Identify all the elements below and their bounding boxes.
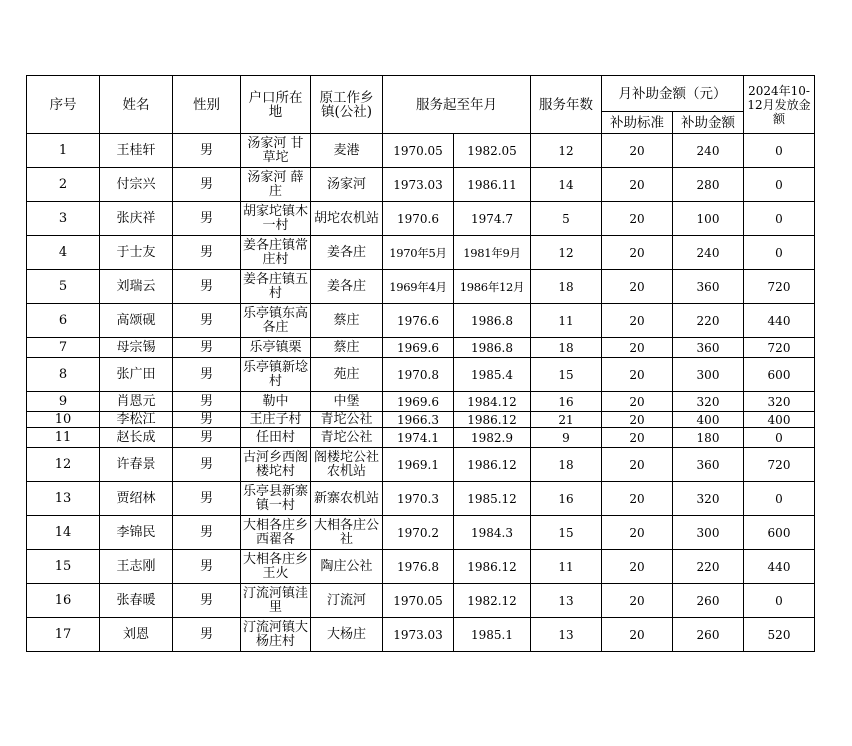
cell-subsidy-standard: 20: [602, 202, 673, 236]
cell-payment: 0: [744, 236, 815, 270]
cell-service-start: 1970.05: [383, 134, 454, 168]
cell-name: 赵长成: [100, 428, 173, 448]
cell-payment: 0: [744, 584, 815, 618]
cell-original-unit: 汤家河: [311, 168, 383, 202]
table-row: [27, 412, 815, 428]
cell-subsidy-amount: 180: [673, 428, 744, 448]
table-row: [27, 584, 815, 618]
cell-seq: 3: [27, 202, 100, 236]
cell-gender: 男: [173, 482, 241, 516]
cell-subsidy-standard: 20: [602, 618, 673, 652]
cell-seq: 2: [27, 168, 100, 202]
cell-payment: 0: [744, 428, 815, 448]
cell-original-unit: 姜各庄: [311, 236, 383, 270]
cell-name: 张庆祥: [100, 202, 173, 236]
table-row: [27, 516, 815, 550]
cell-name: 张春暖: [100, 584, 173, 618]
table-row: [27, 392, 815, 412]
cell-seq: 12: [27, 448, 100, 482]
header-service-years: 服务年数: [531, 76, 602, 134]
cell-payment: 320: [744, 392, 815, 412]
cell-gender: 男: [173, 236, 241, 270]
cell-original-unit: 陶庄公社: [311, 550, 383, 584]
cell-payment: 720: [744, 448, 815, 482]
table-row: [27, 236, 815, 270]
cell-payment: 720: [744, 270, 815, 304]
cell-service-years: 16: [531, 482, 602, 516]
cell-service-years: 13: [531, 618, 602, 652]
cell-service-end: 1982.05: [454, 134, 531, 168]
header-service-period: 服务起至年月: [383, 76, 531, 134]
cell-service-years: 16: [531, 392, 602, 412]
cell-household: 大相各庄乡王火: [241, 550, 311, 584]
cell-service-years: 15: [531, 358, 602, 392]
cell-subsidy-amount: 300: [673, 516, 744, 550]
cell-name: 刘瑞云: [100, 270, 173, 304]
cell-service-start: 1970.05: [383, 584, 454, 618]
cell-seq: 7: [27, 338, 100, 358]
cell-subsidy-standard: 20: [602, 304, 673, 338]
cell-service-end: 1985.1: [454, 618, 531, 652]
cell-service-start: 1969年4月: [383, 270, 454, 304]
table-row: [27, 270, 815, 304]
cell-name: 李松江: [100, 412, 173, 428]
cell-gender: 男: [173, 358, 241, 392]
cell-subsidy-amount: 240: [673, 236, 744, 270]
cell-household: 任田村: [241, 428, 311, 448]
cell-original-unit: 青坨公社: [311, 412, 383, 428]
cell-seq: 9: [27, 392, 100, 412]
cell-gender: 男: [173, 202, 241, 236]
cell-subsidy-standard: 20: [602, 392, 673, 412]
cell-service-end: 1984.12: [454, 392, 531, 412]
cell-payment: 0: [744, 134, 815, 168]
cell-subsidy-standard: 20: [602, 584, 673, 618]
cell-household: 乐亭镇新埝村: [241, 358, 311, 392]
cell-household: 姜各庄镇常庄村: [241, 236, 311, 270]
cell-original-unit: 阁楼坨公社农机站: [311, 448, 383, 482]
cell-gender: 男: [173, 304, 241, 338]
cell-service-years: 18: [531, 448, 602, 482]
table-row: [27, 168, 815, 202]
cell-gender: 男: [173, 392, 241, 412]
cell-subsidy-amount: 300: [673, 358, 744, 392]
cell-subsidy-standard: 20: [602, 270, 673, 304]
cell-household: 汀流河镇大杨庄村: [241, 618, 311, 652]
cell-original-unit: 蔡庄: [311, 304, 383, 338]
cell-original-unit: 苑庄: [311, 358, 383, 392]
cell-name: 高颂砚: [100, 304, 173, 338]
cell-household: 乐亭县新寨镇一村: [241, 482, 311, 516]
cell-household: 汀流河镇洼里: [241, 584, 311, 618]
table-row: [27, 428, 815, 448]
cell-service-years: 15: [531, 516, 602, 550]
cell-gender: 男: [173, 448, 241, 482]
header-subsidy-standard: 补助标准: [602, 112, 673, 134]
cell-name: 王桂轩: [100, 134, 173, 168]
cell-seq: 8: [27, 358, 100, 392]
cell-service-end: 1986.11: [454, 168, 531, 202]
table-row: [27, 358, 815, 392]
cell-original-unit: 汀流河: [311, 584, 383, 618]
cell-subsidy-amount: 240: [673, 134, 744, 168]
cell-household: 汤家河 甘草坨: [241, 134, 311, 168]
table-row: [27, 550, 815, 584]
cell-original-unit: 蔡庄: [311, 338, 383, 358]
cell-service-start: 1969.6: [383, 392, 454, 412]
cell-name: 肖恩元: [100, 392, 173, 412]
cell-service-years: 12: [531, 134, 602, 168]
cell-payment: 520: [744, 618, 815, 652]
cell-subsidy-standard: 20: [602, 236, 673, 270]
cell-service-end: 1982.9: [454, 428, 531, 448]
cell-gender: 男: [173, 618, 241, 652]
cell-service-years: 12: [531, 236, 602, 270]
header-payment: 2024年10-12月发放金额: [744, 76, 815, 134]
cell-subsidy-standard: 20: [602, 412, 673, 428]
cell-original-unit: 麦港: [311, 134, 383, 168]
cell-subsidy-standard: 20: [602, 134, 673, 168]
cell-household: 王庄子村: [241, 412, 311, 428]
cell-subsidy-standard: 20: [602, 448, 673, 482]
cell-payment: 440: [744, 304, 815, 338]
cell-seq: 1: [27, 134, 100, 168]
cell-seq: 11: [27, 428, 100, 448]
cell-seq: 17: [27, 618, 100, 652]
cell-name: 许春景: [100, 448, 173, 482]
cell-subsidy-amount: 260: [673, 584, 744, 618]
subsidy-table: [26, 75, 815, 652]
cell-gender: 男: [173, 134, 241, 168]
header-household: 户口所在地: [241, 76, 311, 134]
table-body: [27, 134, 815, 652]
cell-service-end: 1982.12: [454, 584, 531, 618]
cell-service-years: 13: [531, 584, 602, 618]
cell-service-start: 1969.6: [383, 338, 454, 358]
cell-household: 汤家河 薛庄: [241, 168, 311, 202]
cell-service-end: 1974.7: [454, 202, 531, 236]
cell-name: 付宗兴: [100, 168, 173, 202]
header-name: 姓名: [100, 76, 173, 134]
cell-service-end: 1981年9月: [454, 236, 531, 270]
cell-original-unit: 胡坨农机站: [311, 202, 383, 236]
cell-subsidy-amount: 360: [673, 448, 744, 482]
cell-gender: 男: [173, 338, 241, 358]
cell-payment: 600: [744, 516, 815, 550]
cell-gender: 男: [173, 584, 241, 618]
cell-original-unit: 大杨庄: [311, 618, 383, 652]
cell-payment: 0: [744, 202, 815, 236]
cell-payment: 400: [744, 412, 815, 428]
cell-name: 王志刚: [100, 550, 173, 584]
cell-gender: 男: [173, 550, 241, 584]
cell-payment: 440: [744, 550, 815, 584]
cell-service-end: 1985.4: [454, 358, 531, 392]
cell-service-years: 14: [531, 168, 602, 202]
cell-service-years: 9: [531, 428, 602, 448]
cell-payment: 0: [744, 482, 815, 516]
cell-gender: 男: [173, 270, 241, 304]
cell-gender: 男: [173, 412, 241, 428]
cell-service-start: 1973.03: [383, 168, 454, 202]
cell-subsidy-amount: 100: [673, 202, 744, 236]
cell-service-end: 1986.12: [454, 550, 531, 584]
cell-original-unit: 中堡: [311, 392, 383, 412]
cell-service-start: 1970.6: [383, 202, 454, 236]
cell-subsidy-amount: 320: [673, 482, 744, 516]
table-row: [27, 448, 815, 482]
cell-subsidy-standard: 20: [602, 516, 673, 550]
cell-subsidy-amount: 220: [673, 304, 744, 338]
cell-subsidy-standard: 20: [602, 428, 673, 448]
cell-seq: 6: [27, 304, 100, 338]
cell-name: 于士友: [100, 236, 173, 270]
cell-gender: 男: [173, 516, 241, 550]
cell-gender: 男: [173, 428, 241, 448]
table-row: [27, 482, 815, 516]
cell-service-start: 1966.3: [383, 412, 454, 428]
cell-service-start: 1973.03: [383, 618, 454, 652]
cell-household: 胡家坨镇木一村: [241, 202, 311, 236]
cell-name: 刘恩: [100, 618, 173, 652]
cell-seq: 16: [27, 584, 100, 618]
cell-seq: 10: [27, 412, 100, 428]
cell-service-start: 1970年5月: [383, 236, 454, 270]
cell-subsidy-standard: 20: [602, 550, 673, 584]
cell-household: 乐亭镇东高各庄: [241, 304, 311, 338]
cell-service-start: 1969.1: [383, 448, 454, 482]
cell-original-unit: 新寨农机站: [311, 482, 383, 516]
cell-service-end: 1986年12月: [454, 270, 531, 304]
cell-service-years: 5: [531, 202, 602, 236]
table-row: [27, 618, 815, 652]
cell-service-start: 1970.2: [383, 516, 454, 550]
cell-original-unit: 青坨公社: [311, 428, 383, 448]
cell-service-years: 11: [531, 550, 602, 584]
cell-service-end: 1984.3: [454, 516, 531, 550]
cell-seq: 4: [27, 236, 100, 270]
cell-gender: 男: [173, 168, 241, 202]
table-row: [27, 202, 815, 236]
cell-subsidy-amount: 360: [673, 338, 744, 358]
cell-household: 乐亭镇栗: [241, 338, 311, 358]
cell-service-years: 18: [531, 338, 602, 358]
cell-subsidy-amount: 280: [673, 168, 744, 202]
cell-subsidy-amount: 260: [673, 618, 744, 652]
table-row: [27, 134, 815, 168]
cell-subsidy-standard: 20: [602, 338, 673, 358]
cell-payment: 600: [744, 358, 815, 392]
cell-name: 张广田: [100, 358, 173, 392]
cell-name: 贾绍林: [100, 482, 173, 516]
cell-household: 勒中: [241, 392, 311, 412]
cell-original-unit: 大相各庄公社: [311, 516, 383, 550]
cell-original-unit: 姜各庄: [311, 270, 383, 304]
cell-seq: 15: [27, 550, 100, 584]
cell-household: 大相各庄乡西翟各: [241, 516, 311, 550]
table-row: [27, 338, 815, 358]
cell-seq: 5: [27, 270, 100, 304]
header-gender: 性别: [173, 76, 241, 134]
cell-subsidy-standard: 20: [602, 168, 673, 202]
cell-service-end: 1986.8: [454, 338, 531, 358]
cell-seq: 14: [27, 516, 100, 550]
cell-subsidy-amount: 220: [673, 550, 744, 584]
cell-service-end: 1985.12: [454, 482, 531, 516]
table-header: [27, 76, 815, 134]
cell-service-end: 1986.8: [454, 304, 531, 338]
cell-subsidy-amount: 400: [673, 412, 744, 428]
cell-subsidy-standard: 20: [602, 482, 673, 516]
cell-service-start: 1976.6: [383, 304, 454, 338]
cell-service-start: 1970.8: [383, 358, 454, 392]
cell-service-end: 1986.12: [454, 448, 531, 482]
header-seq: 序号: [27, 76, 100, 134]
cell-service-years: 18: [531, 270, 602, 304]
header-monthly-subsidy: 月补助金额（元）: [602, 76, 744, 112]
cell-service-start: 1976.8: [383, 550, 454, 584]
cell-subsidy-amount: 360: [673, 270, 744, 304]
cell-subsidy-amount: 320: [673, 392, 744, 412]
cell-household: 古河乡西阁楼坨村: [241, 448, 311, 482]
cell-household: 姜各庄镇五村: [241, 270, 311, 304]
cell-service-years: 11: [531, 304, 602, 338]
cell-service-years: 21: [531, 412, 602, 428]
cell-seq: 13: [27, 482, 100, 516]
cell-subsidy-standard: 20: [602, 358, 673, 392]
cell-service-end: 1986.12: [454, 412, 531, 428]
header-original-unit: 原工作乡镇(公社): [311, 76, 383, 134]
table-row: [27, 304, 815, 338]
cell-payment: 720: [744, 338, 815, 358]
cell-name: 李锦民: [100, 516, 173, 550]
cell-service-start: 1974.1: [383, 428, 454, 448]
header-subsidy-amount: 补助金额: [673, 112, 744, 134]
cell-payment: 0: [744, 168, 815, 202]
cell-name: 母宗锡: [100, 338, 173, 358]
cell-service-start: 1970.3: [383, 482, 454, 516]
